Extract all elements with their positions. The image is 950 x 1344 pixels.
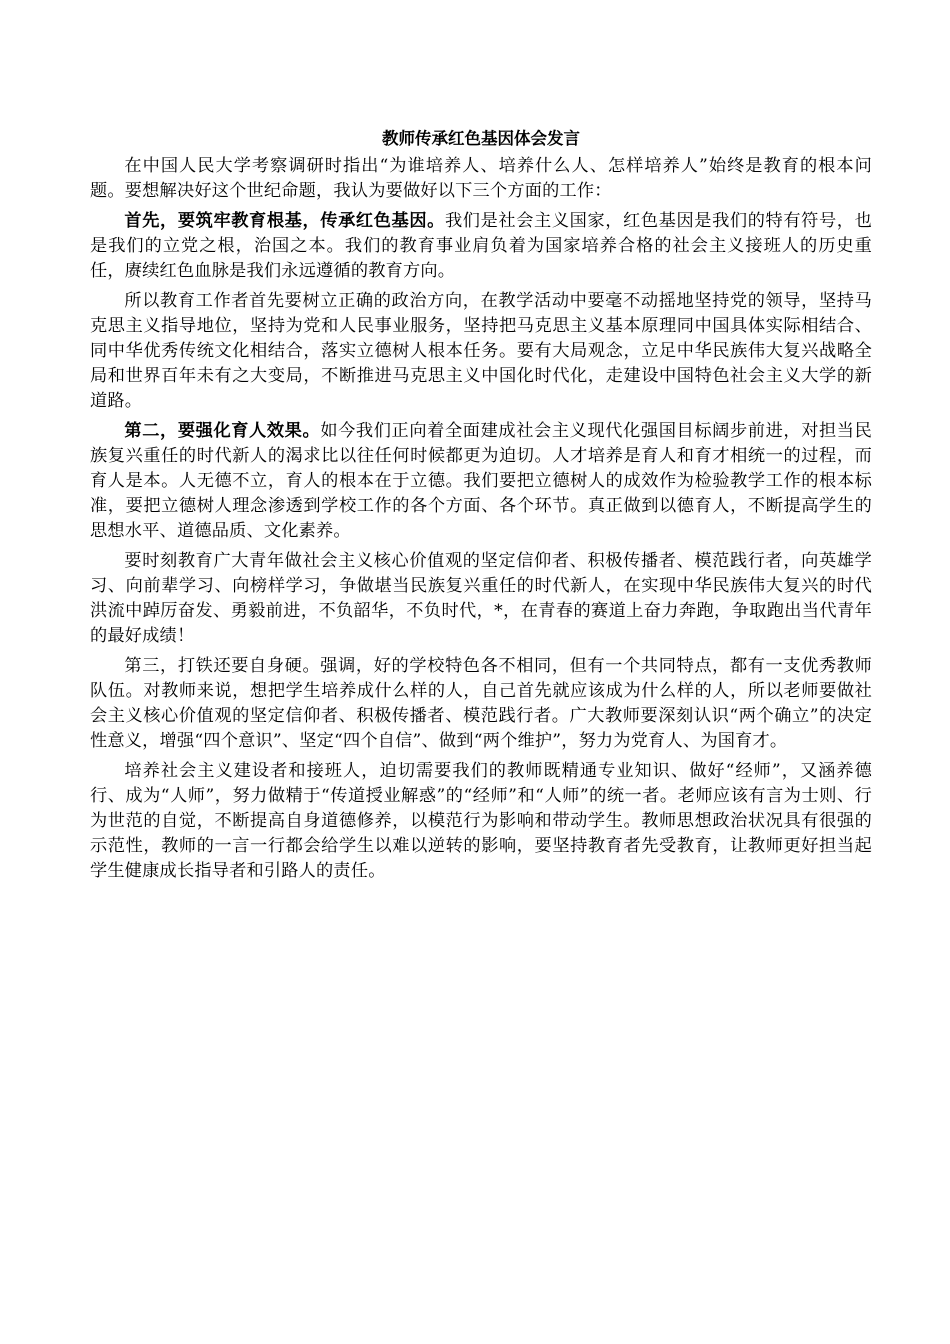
paragraph-text: 我们是社会主义国家，红色基因是我们的特有符号，也是我们的立党之根，治国之本。我们的教育事业肩负着为国家培养合格的社会主义接班人的历史重任，赓续红色血脉是我们永远遵循的教育方向。 (90, 211, 872, 281)
paragraph-text: 要时刻教育广大青年做社会主义核心价值观的坚定信仰者、积极传播者、模范践行者，向英雄学习、向前辈学习、向榜样学习，争做堪当民族复兴重任的时代新人，在实现中华民族伟大复兴的时代洪流中踔厉奋发、勇毅前进，不负韶华，不负时代，*，在青春的赛道上奋力奔跑，争取跑出当代青年的最好成绩！ (90, 551, 872, 646)
paragraph-intro (90, 154, 872, 204)
paragraph-third-point (90, 654, 872, 754)
paragraph-lead: 首先，要筑牢教育根基，传承红色基因。 (124, 211, 445, 231)
paragraph-youth-education (90, 549, 872, 649)
paragraph-political-direction (90, 289, 872, 414)
paragraph-text: 如今我们正向着全面建成社会主义现代化强国目标阔步前进，对担当民族复兴重任的时代新人的渴求比以往任何时候都更为迫切。人才培养是育人和育才相统一的过程，而育人是本。人无德不立，育人的根本在于立德。我们要把立德树人的成效作为检验教学工作的根本标准，要把立德树人理念渗透到学校工作的各个方面、各个环节。真正做到以德育人，不断提高学生的思想水平、道德品质、文化素养。 (90, 421, 873, 541)
paragraph-text: 在中国人民大学考察调研时指出“为谁培养人、培养什么人、怎样培养人”始终是教育的根本问题。要想解决好这个世纪命题，我认为要做好以下三个方面的工作： (90, 156, 872, 201)
paragraph-text: 培养社会主义建设者和接班人，迫切需要我们的教师既精通专业知识、做好“经师”，又涵养德行、成为“人师”，努力做精于“传道授业解惑”的“经师”和“人师”的统一者。老师应该有言为士则、行为世范的自觉，不断提高自身道德修养，以模范行为影响和带动学生。教师思想政治状况具有很强的示范性，教师的一言一行都会给学生以难以逆转的影响，要坚持教育者先受教育，让教师更好担当起学生健康成长指导者和引路人的责任。 (90, 761, 872, 881)
paragraph-text: 所以教育工作者首先要树立正确的政治方向，在教学活动中要毫不动摇地坚持党的领导，坚持马克思主义指导地位，坚持为党和人民事业服务，坚持把马克思主义基本原理同中国具体实际相结合、同中华优秀传统文化相结合，落实立德树人根本任务。要有大局观念，立足中华民族伟大复兴战略全局和世界百年未有之大变局，不断推进马克思主义中国化时代化，走建设中国特色社会主义大学的新道路。 (90, 291, 872, 411)
paragraph-second-point (90, 419, 872, 544)
document-title: 教师传承红色基因体会发言 (382, 129, 580, 148)
paragraph-teacher-role (90, 759, 872, 884)
paragraph-lead: 第二，要强化育人效果。 (124, 421, 321, 441)
paragraph-first-point (90, 209, 872, 284)
document-page (90, 128, 872, 889)
paragraph-text: 第三，打铁还要自身硬。强调，好的学校特色各不相同，但有一个共同特点，都有一支优秀教师队伍。对教师来说，想把学生培养成什么样的人，自己首先就应该成为什么样的人，所以老师要做社会主义核心价值观的坚定信仰者、积极传播者、模范践行者。广大教师要深刻认识“两个确立”的决定性意义，增强“四个意识”、坚定“四个自信”、做到“两个维护”，努力为党育人、为国育才。 (90, 656, 872, 751)
